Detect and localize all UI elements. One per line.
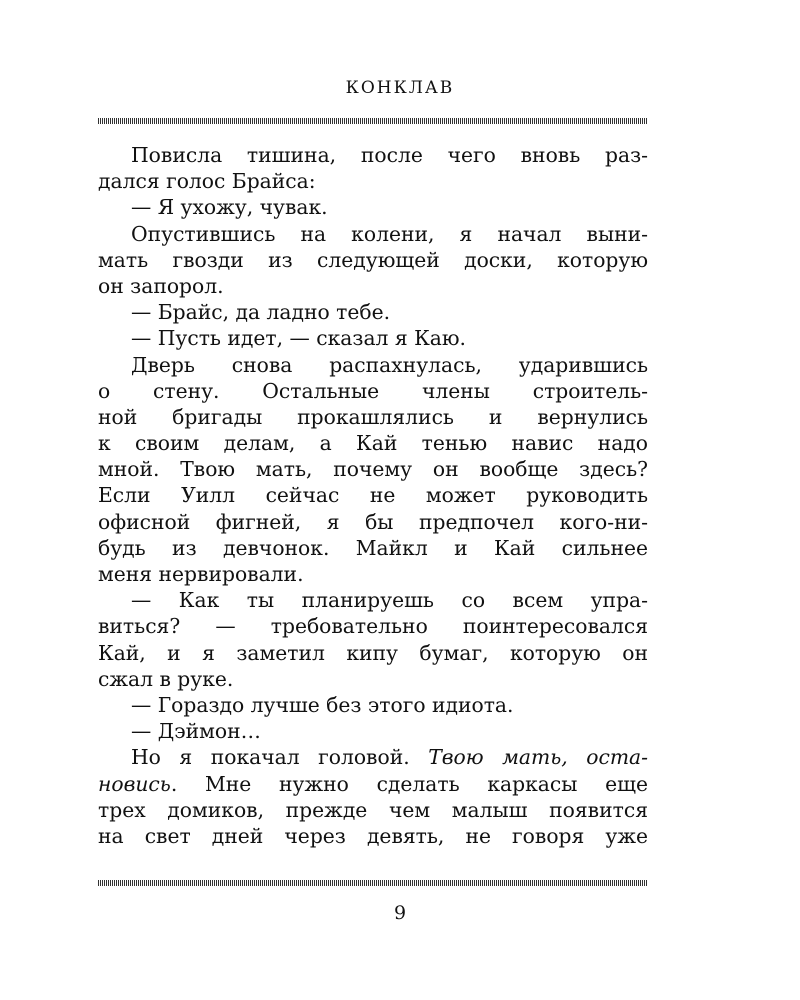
text-line: ной бригады прокашлялись и вернулись	[98, 404, 648, 429]
text-line: будь из девчонок. Майкл и Кай сильнее	[98, 535, 648, 560]
text-line: — Дэймон…	[131, 719, 261, 744]
text-line: трех домиков, прежде чем малыш появится	[98, 797, 648, 822]
text-line: — Как ты планируешь со всем упра-	[131, 588, 648, 613]
text-line: — Брайс, да ладно тебе.	[131, 300, 391, 325]
text-line: о стену. Остальные члены строитель-	[98, 378, 648, 403]
text-line: мной. Твою мать, почему он вообще здесь?	[98, 457, 648, 482]
text-line: Опустившись на колени, я начал выни-	[131, 221, 648, 246]
text-line: Дверь снова распахнулась, ударившись	[131, 352, 648, 377]
text-line: Повисла тишина, после чего вновь раз-	[131, 143, 648, 167]
text-line: Но я покачал головой. Твою мать, оста-	[131, 745, 648, 770]
text-line: новись. Мне нужно сделать каркасы еще	[98, 771, 648, 796]
bottom-ornamental-rule	[98, 880, 648, 886]
text-line: он запорол.	[98, 273, 224, 298]
text-line: офисной фигней, я бы предпочел кого-ни-	[98, 509, 648, 534]
text-line: Кай, и я заметил кипу бумаг, которую он	[98, 640, 648, 665]
text-line: — Гораздо лучше без этого идиота.	[131, 692, 514, 717]
top-ornamental-rule	[98, 118, 648, 124]
page-number: 9	[393, 902, 407, 924]
body-text	[98, 142, 648, 849]
italic-text: новись	[98, 771, 171, 796]
text-line: Если Уилл сейчас не может руководить	[98, 483, 648, 508]
text-line: мать гвозди из следующей доски, которую	[98, 247, 648, 272]
text-line: виться? — требовательно поинтересовался	[98, 614, 648, 639]
text-line: — Пусть идет, — сказал я Каю.	[131, 326, 467, 351]
text-line: сжал в руке.	[98, 666, 234, 691]
italic-text: Твою мать, оста-	[428, 745, 648, 770]
text-line: — Я ухожу, чувак.	[131, 195, 328, 220]
text-line: на свет дней через девять, не говоря уже	[98, 823, 648, 848]
text-line: к своим делам, а Кай тенью навис надо	[98, 431, 648, 456]
text-line: меня нервировали.	[98, 562, 304, 586]
running-head: КОНКЛАВ	[345, 78, 455, 98]
text-line: дался голос Брайса:	[98, 169, 316, 194]
